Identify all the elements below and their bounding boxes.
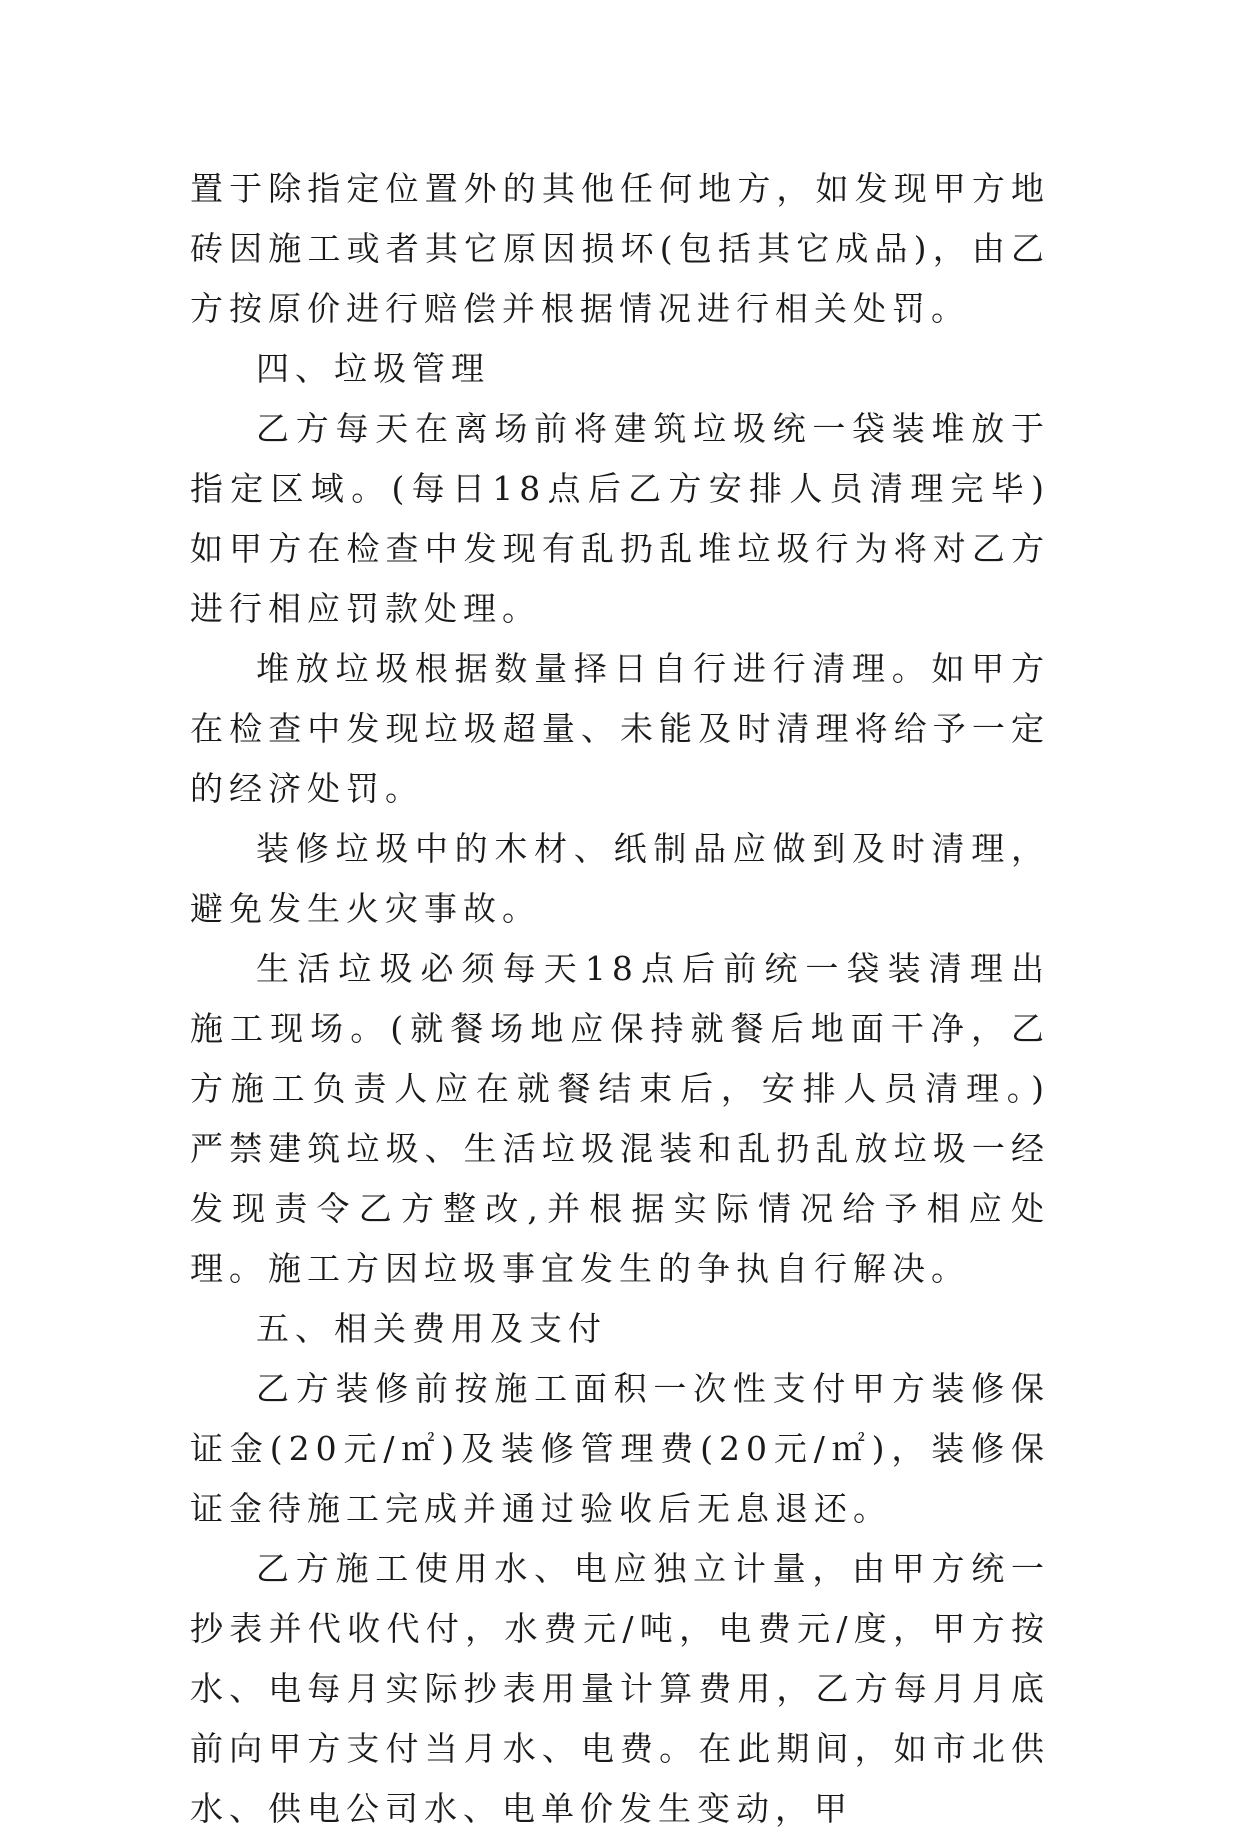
paragraph-garbage-cleanup: 堆放垃圾根据数量择日自行进行清理。如甲方在检查中发现垃圾超量、未能及时清理将给予一定的经济处罚。: [190, 649, 1050, 808]
paragraph-damage-compensation: 置于除指定位置外的其他任何地方，如发现甲方地砖因施工或者其它原因损坏(包括其它成品)，由乙方按原价进行赔偿并根据情况进行相关处罚。: [190, 169, 1050, 328]
document-body: [190, 159, 1050, 1839]
paragraph-fire-prevention: 装修垃圾中的木材、纸制品应做到及时清理，避免发生火灾事故。: [190, 829, 1050, 928]
section-heading-garbage-management: 四、垃圾管理: [256, 349, 490, 388]
paragraph-construction-garbage: 乙方每天在离场前将建筑垃圾统一袋装堆放于指定区域。(每日18点后乙方安排人员清理完毕)如甲方在检查中发现有乱扔乱堆垃圾行为将对乙方进行相应罚款处理。: [190, 409, 1050, 628]
paragraph-household-garbage: 生活垃圾必须每天18点后前统一袋装清理出施工现场。(就餐场地应保持就餐后地面干净，乙方施工负责人应在就餐结束后，安排人员清理。)严禁建筑垃圾、生活垃圾混装和乱扔乱放垃圾一经发现责令乙方整改,并根据实际情况给予相应处理。施工方因垃圾事宜发生的争执自行解决。: [190, 949, 1050, 1288]
paragraph-deposit-fees: 乙方装修前按施工面积一次性支付甲方装修保证金(20元/㎡)及装修管理费(20元/㎡)，装修保证金待施工完成并通过验收后无息退还。: [190, 1369, 1050, 1528]
section-heading-fees-payment: 五、相关费用及支付: [256, 1309, 607, 1348]
paragraph-utility-fees: 乙方施工使用水、电应独立计量，由甲方统一抄表并代收代付，水费元/吨，电费元/度，甲方按水、电每月实际抄表用量计算费用，乙方每月月底前向甲方支付当月水、电费。在此期间，如市北供水、供电公司水、电单价发生变动，甲: [190, 1549, 1050, 1828]
